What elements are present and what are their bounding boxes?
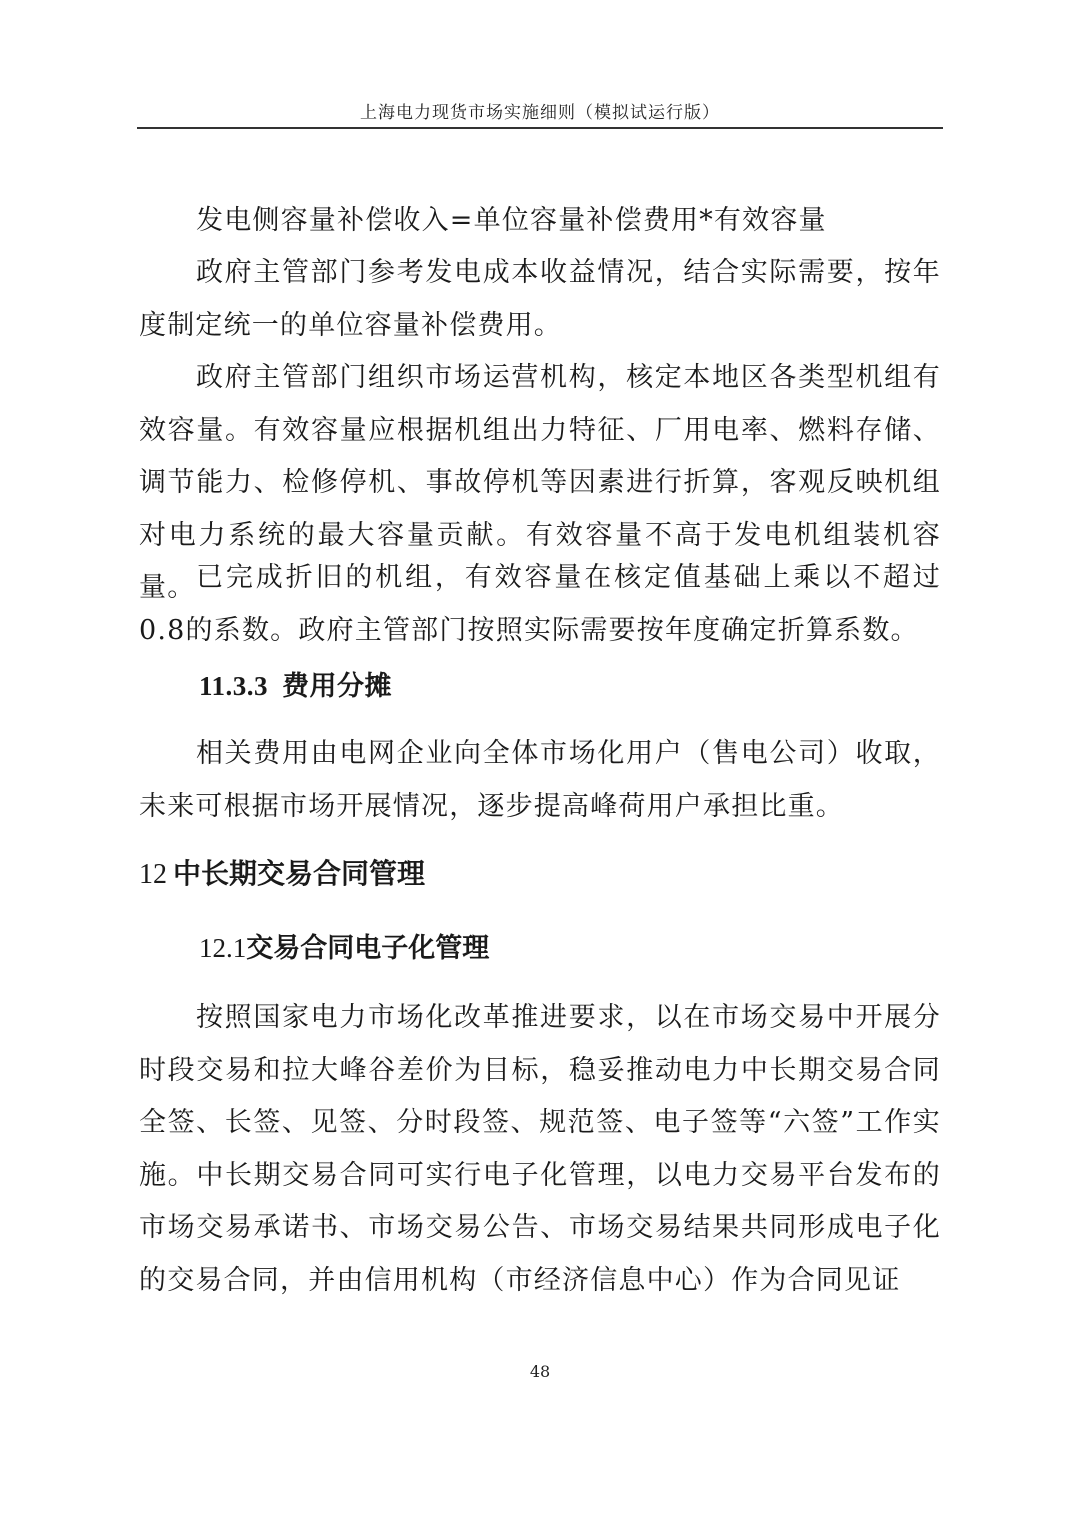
running-header: 上海电力现货市场实施细则（模拟试运行版） [360, 103, 720, 123]
chapter-heading-12 [139, 848, 941, 901]
page-number: 48 [529, 1362, 551, 1381]
paragraph-electronic-contracts: 按照国家电力市场化改革推进要求，以在市场交易中开展分时段交易和拉大峰谷差价为目标，稳妥推动电力中长期交易合同全签、长签、见签、分时段签、规范签、电子签等“六签”工作实施。中长期交易合同可实行电子化管理，以电力交易平台发布的市场交易承诺书、市场交易公告、市场交易结果共同形成电子化的交易合同，并由信用机构（市经济信息中心）作为合同见证 [139, 1002, 941, 1296]
section-heading-12-1 [139, 922, 941, 974]
paragraph-depreciation: 已完成折旧的机组，有效容量在核定值基础上乘以不超过0.8的系数。政府主管部门按照实际需要按年度确定折算系数。 [139, 562, 941, 646]
chapter-number: 12 [139, 859, 167, 890]
chapter-title: 中长期交易合同管理 [173, 858, 426, 889]
paragraph-capacity-formula: 发电侧容量补偿收入=单位容量补偿费用*有效容量 [196, 205, 827, 236]
header-rule [137, 127, 943, 129]
section-title: 费用分摊 [282, 671, 393, 701]
section-heading-11-3-3 [139, 660, 941, 712]
section-number: 12.1 [199, 933, 247, 963]
section-number: 11.3.3 [199, 671, 269, 701]
paragraph-effective-capacity: 政府主管部门组织市场运营机构，核定本地区各类型机组有效容量。有效容量应根据机组出力特征、厂用电率、燃料存储、调节能力、检修停机、事故停机等因素进行折算，客观反映机组对电力系统的最大容量贡献。有效容量不高于发电机组装机容量。 [139, 362, 941, 603]
section-title: 交易合同电子化管理 [246, 933, 490, 963]
paragraph-unit-compensation: 政府主管部门参考发电成本收益情况，结合实际需要，按年度制定统一的单位容量补偿费用。 [139, 257, 941, 341]
paragraph-cost-allocation: 相关费用由电网企业向全体市场化用户（售电公司）收取，未来可根据市场开展情况，逐步提高峰荷用户承担比重。 [139, 738, 941, 822]
